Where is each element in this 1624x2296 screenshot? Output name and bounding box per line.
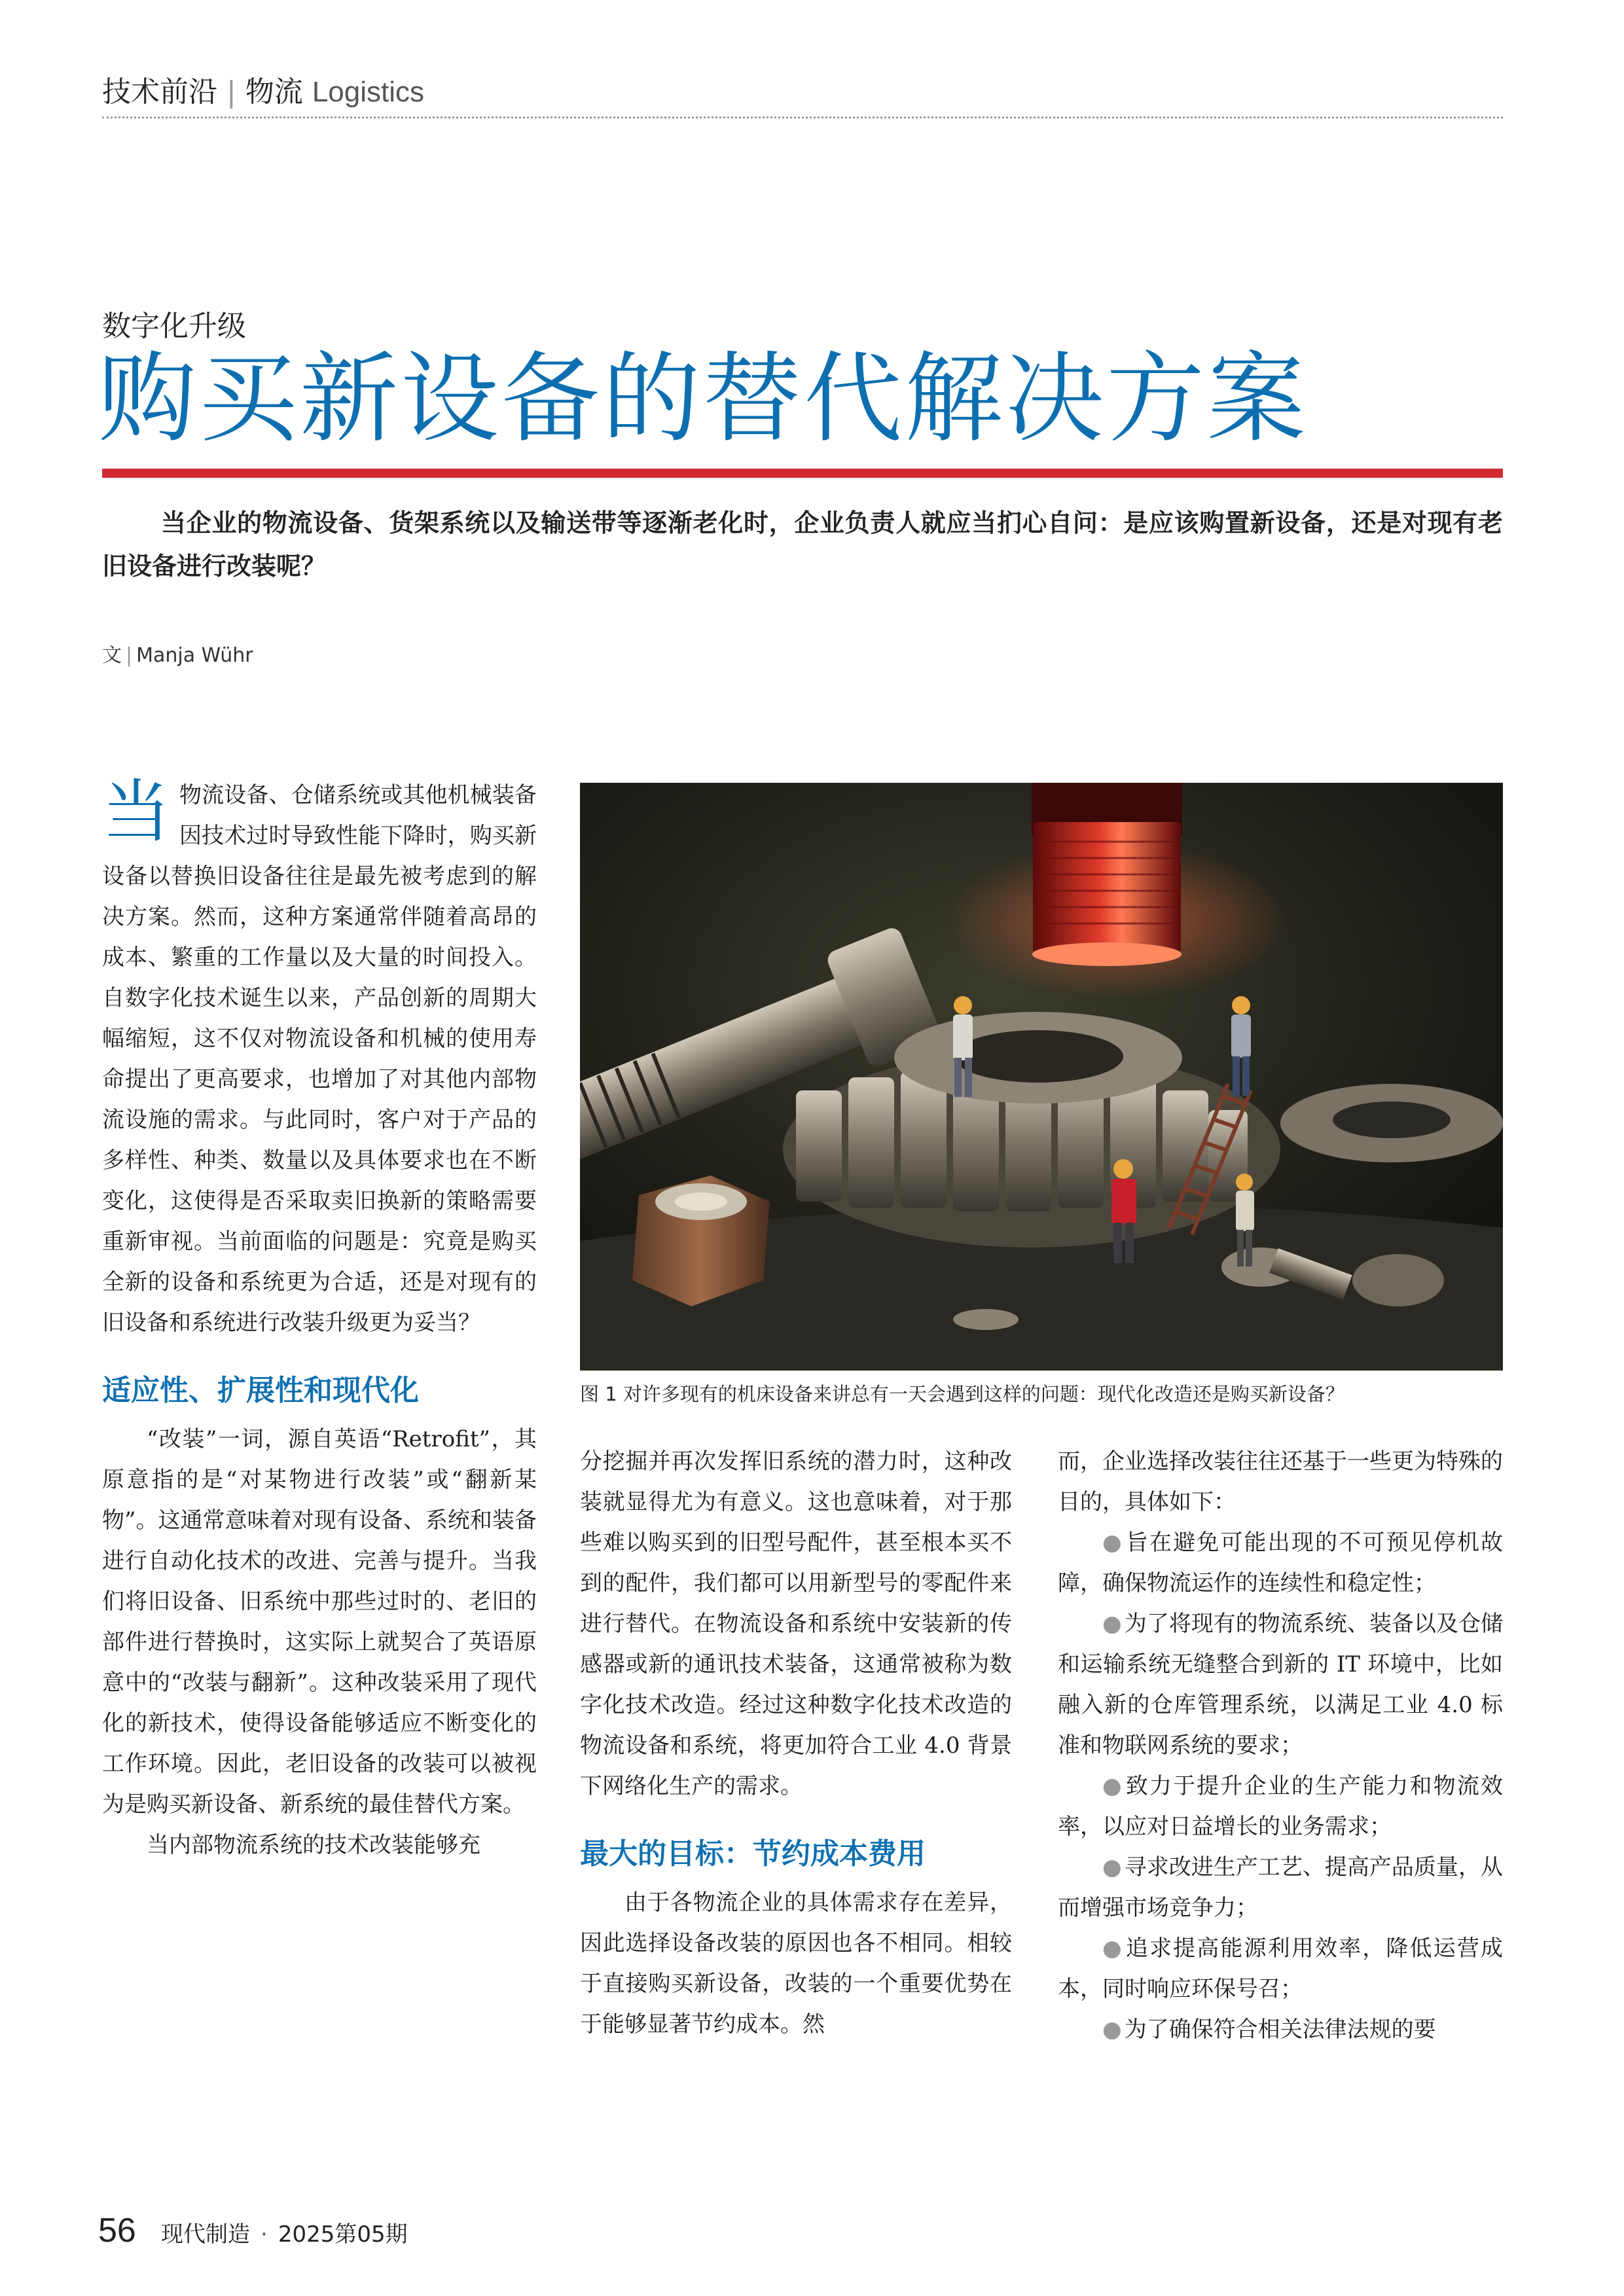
section-heading-adaptability: 适应性、扩展性和现代化 bbox=[102, 1374, 419, 1407]
cost-paragraph: 由于各物流企业的具体需求存在差异，因此选择设备改装的原因也各不相同。相较于直接购买新设备，改装的一个重要优势在于能够显著节约成本。然 bbox=[580, 1890, 1012, 2037]
article-title: 购买新设备的替代解决方案 bbox=[98, 342, 1308, 456]
page-number: 56 bbox=[98, 2212, 136, 2250]
intro-paragraph bbox=[102, 772, 537, 1343]
bullet-dot: ● bbox=[1102, 1935, 1123, 1962]
bullet-dot: ● bbox=[1102, 2017, 1122, 2043]
journal-name: 现代制造 bbox=[161, 2221, 250, 2248]
figure-photo-gears-workers bbox=[580, 783, 1503, 1371]
potential-paragraph-start: 当内部物流系统的技术改装能够充 bbox=[147, 1832, 480, 1858]
category-label-en: Logistics bbox=[312, 76, 425, 108]
byline-label: 文 bbox=[102, 644, 122, 667]
cost-paragraph-cont: 而，企业选择改装往往还基于一些更为特殊的目的，具体如下： bbox=[1058, 1448, 1503, 1515]
bullet-dot: ● bbox=[1102, 1611, 1122, 1637]
section-heading-cost: 最大的目标：节约成本费用 bbox=[580, 1837, 926, 1871]
bullet-dot: ● bbox=[1102, 1530, 1123, 1556]
bullet-dot: ● bbox=[1102, 1773, 1123, 1799]
list-item: ● 为了确保符合相关法律法规的要 bbox=[1102, 2017, 1436, 2043]
author-name: Manja Wühr bbox=[136, 644, 253, 667]
body-column-2 bbox=[580, 1441, 1012, 2045]
small-washer bbox=[953, 1309, 1019, 1330]
list-item: ● 旨在避免可能出现的不可预见停机故障，确保物流运作的连续性和稳定性； bbox=[1058, 1530, 1503, 1596]
byline bbox=[102, 639, 253, 668]
header-divider: | bbox=[226, 75, 236, 109]
cylinder-bottom-rim bbox=[1032, 942, 1182, 966]
running-header bbox=[102, 68, 424, 110]
bullet-dot: ● bbox=[1102, 1854, 1122, 1880]
gear-repair-illustration bbox=[580, 783, 1503, 1371]
body-column-1 bbox=[102, 772, 537, 1865]
retrofit-paragraph: “改装”一词，源自英语“Retrofit”，其原意指的是“对某物进行改装”或“翻新某物”。这通常意味着对现有设备、系统和装备进行自动化技术的改进、完善与提升。当我们将旧设备、旧系统中那些过时的、老旧的部件进行替换时，这实际上就契合了英语原意中的“改装与翻新”。这种改装采用了现代化的新技术，使得设备能够适应不断变化的工作环境。因此，老旧设备的改装可以被视为是购买新设备、新系统的最佳替代方案。 bbox=[102, 1426, 537, 1818]
footer-separator: · bbox=[261, 2221, 268, 2248]
journal-info bbox=[161, 2216, 408, 2248]
list-item: ● 寻求改进生产工艺、提高产品质量，从而增强市场竞争力； bbox=[1058, 1854, 1503, 1921]
title-red-rule bbox=[102, 469, 1503, 478]
byline-divider: | bbox=[126, 644, 133, 667]
article-lead: 当企业的物流设备、货架系统以及输送带等逐渐老化时，企业负责人就应当扪心自问：是应该购置新设备，还是对现有老旧设备进行改装呢？ bbox=[102, 508, 1503, 581]
list-item: ● 为了将现有的物流系统、装备以及仓储和运输系统无缝整合到新的 IT 环境中，比如融入新的仓库管理系统，以满足工业 4.0 标准和物联网系统的要求； bbox=[1058, 1611, 1503, 1759]
washer bbox=[1280, 1084, 1503, 1162]
header-dotted-rule bbox=[102, 117, 1503, 118]
list-item: ● 致力于提升企业的生产能力和物流效率，以应对日益增长的业务需求； bbox=[1058, 1773, 1503, 1840]
article-kicker: 数字化升级 bbox=[102, 310, 246, 343]
issue-number: 2025第05期 bbox=[278, 2221, 408, 2248]
list-item: ● 追求提高能源利用效率，降低运营成本，同时响应环保号召； bbox=[1058, 1935, 1503, 2002]
body-column-3 bbox=[1058, 1441, 1503, 2050]
figure-caption: 图 1 对许多现有的机床设备来讲总有一天会遇到这样的问题：现代化改造还是购买新设备？ bbox=[580, 1383, 1344, 1405]
category-label: 物流 bbox=[245, 75, 303, 109]
potential-paragraph-cont: 分挖掘并再次发挥旧系统的潜力时，这种改装就显得尤为有意义。这也意味着，对于那些难以购买到的旧型号配件，甚至根本买不到的配件，我们都可以用新型号的零配件来进行替代。在物流设备和系统中安装新的传感器或新的通讯技术装备，这通常被称为数字化技术改造。经过这种数字化技术改造的物流设备和系统，将更加符合工业 4.0 背景下网络化生产的需求。 bbox=[580, 1448, 1012, 1799]
intro-paragraph-text: 物流设备、仓储系统或其他机械装备因技术过时导致性能下降时，购买新设备以替换旧设备往往是最先被考虑到的解决方案。然而，这种方案通常伴随着高昂的成本、繁重的工作量以及大量的时间投入。自数字化技术诞生以来，产品创新的周期大幅缩短，这不仅对物流设备和机械的使用寿命提出了更高要求，也增加了对其他内部物流设施的需求。与此同时，客户对于产品的多样性、种类、数量以及具体要求也在不断变化，这使得是否采取卖旧换新的策略需要重新审视。当前面临的问题是：究竟是购买全新的设备和系统更为合适，还是对现有的旧设备和系统进行改装升级更为妥当？ bbox=[102, 782, 537, 1336]
drop-cap: 当 bbox=[102, 772, 171, 852]
section-label: 技术前沿 bbox=[102, 75, 217, 109]
